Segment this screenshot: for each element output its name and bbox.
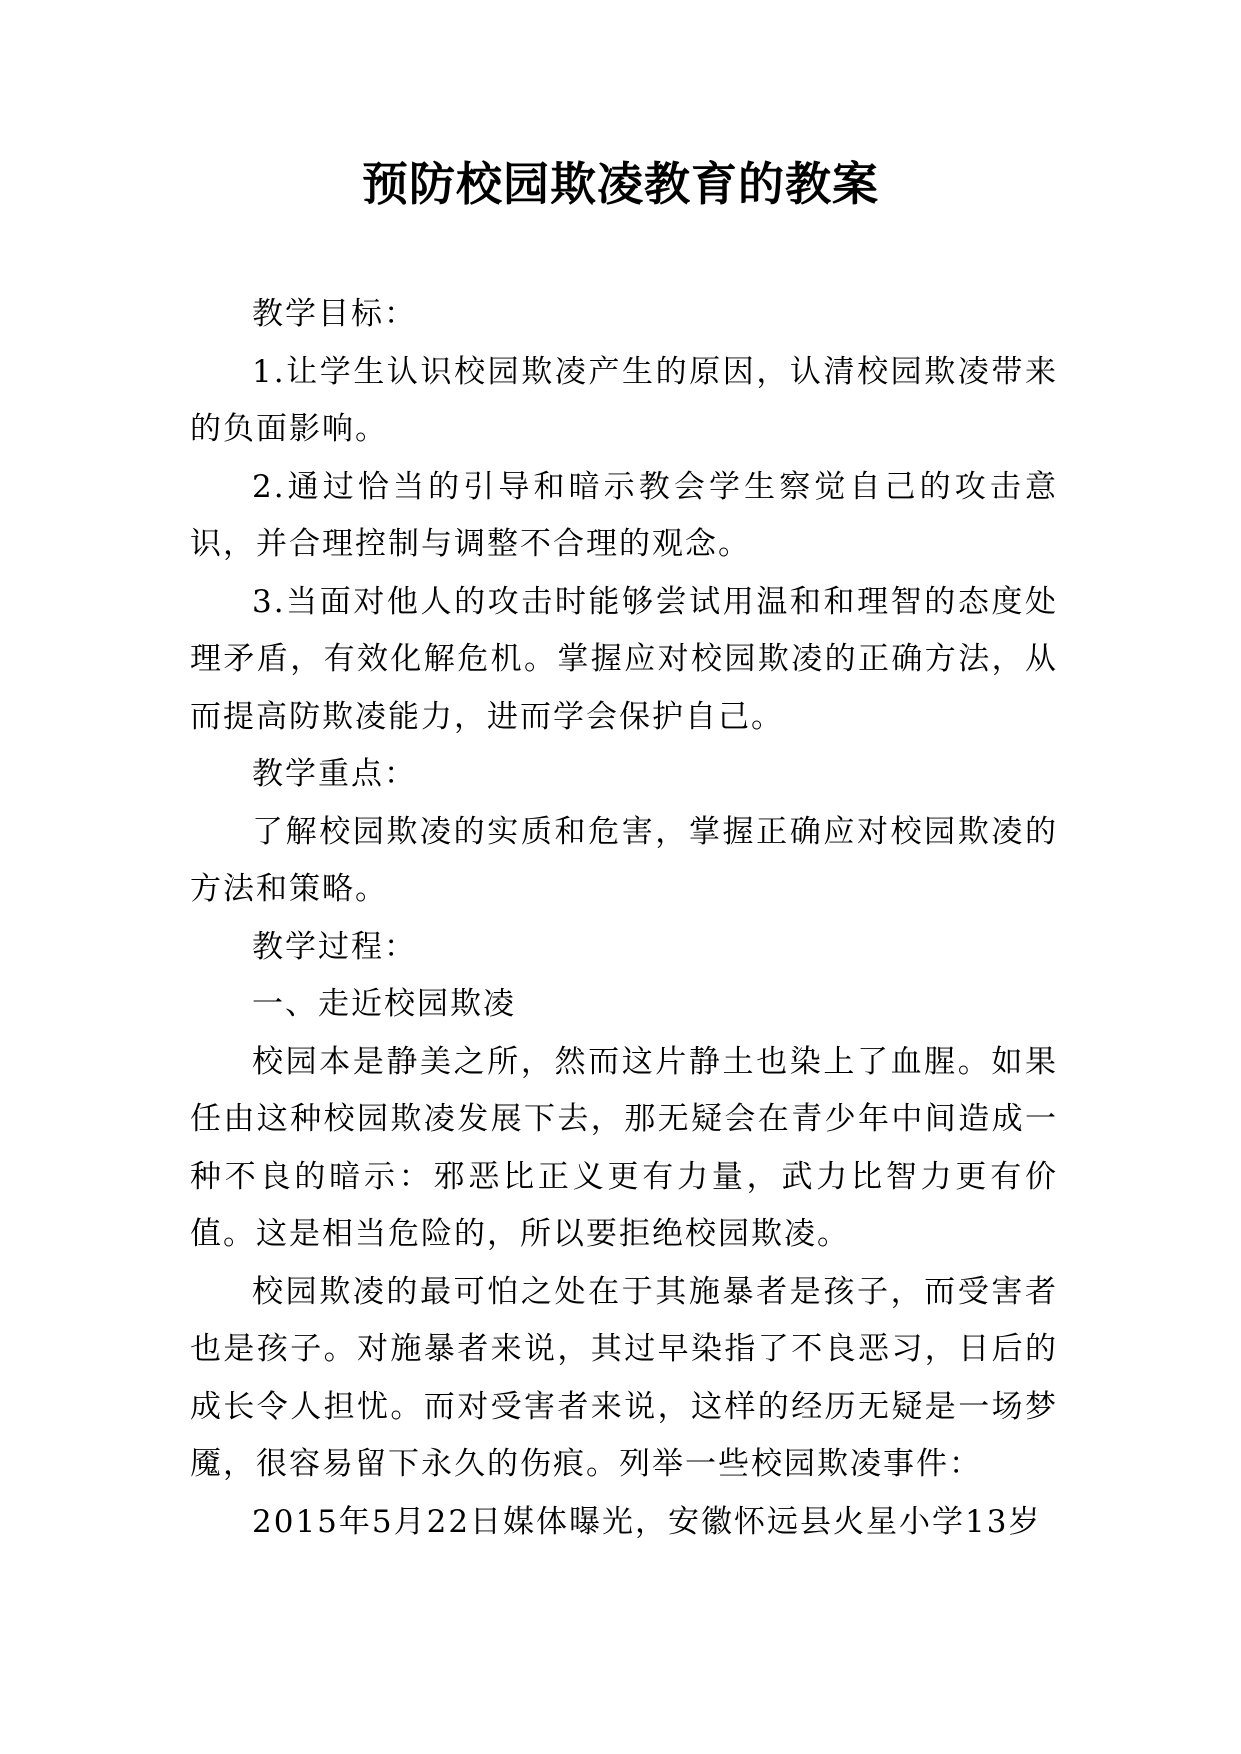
paragraph-process-heading: 教学过程： [252, 928, 417, 965]
paragraph-goal-1: 1.让学生认识校园欺凌产生的原因，认清校园欺凌带来的负面影响。 [190, 353, 1058, 447]
paragraph-section-1-heading: 一、走近校园欺凌 [252, 986, 516, 1022]
paragraph-goal-2: 2.通过恰当的引导和暗示教会学生察觉自己的攻击意识，并合理控制与调整不合理的观念。 [190, 468, 1058, 562]
paragraph-body-3: 2015年5月22日媒体曝光，安徽怀远县火星小学13岁 [252, 1503, 1042, 1540]
document-body [190, 286, 1058, 1551]
paragraph-body-1: 校园本是静美之所，然而这片静土也染上了血腥。如果任由这种校园欺凌发展下去，那无疑会在青少年中间造成一种不良的暗示：邪恶比正义更有力量，武力比智力更有价值。这是相当危险的，所以要拒绝校园欺凌。 [190, 1043, 1058, 1252]
document-title: 预防校园欺凌教育的教案 [362, 157, 879, 211]
paragraph-teaching-goals-heading: 教学目标： [252, 296, 417, 332]
paragraph-goal-3: 3.当面对他人的攻击时能够尝试用温和和理智的态度处理矛盾，有效化解危机。掌握应对校园欺凌的正确方法，从而提高防欺凌能力，进而学会保护自己。 [190, 583, 1058, 735]
paragraph-body-2: 校园欺凌的最可怕之处在于其施暴者是孩子，而受害者也是孩子。对施暴者来说，其过早染指了不良恶习，日后的成长令人担忧。而对受害者来说，这样的经历无疑是一场梦魇，很容易留下永久的伤痕。列举一些校园欺凌事件： [190, 1273, 1058, 1482]
paragraph-key-points: 了解校园欺凌的实质和危害，掌握正确应对校园欺凌的方法和策略。 [190, 813, 1058, 907]
paragraph-key-points-heading: 教学重点： [252, 756, 417, 792]
